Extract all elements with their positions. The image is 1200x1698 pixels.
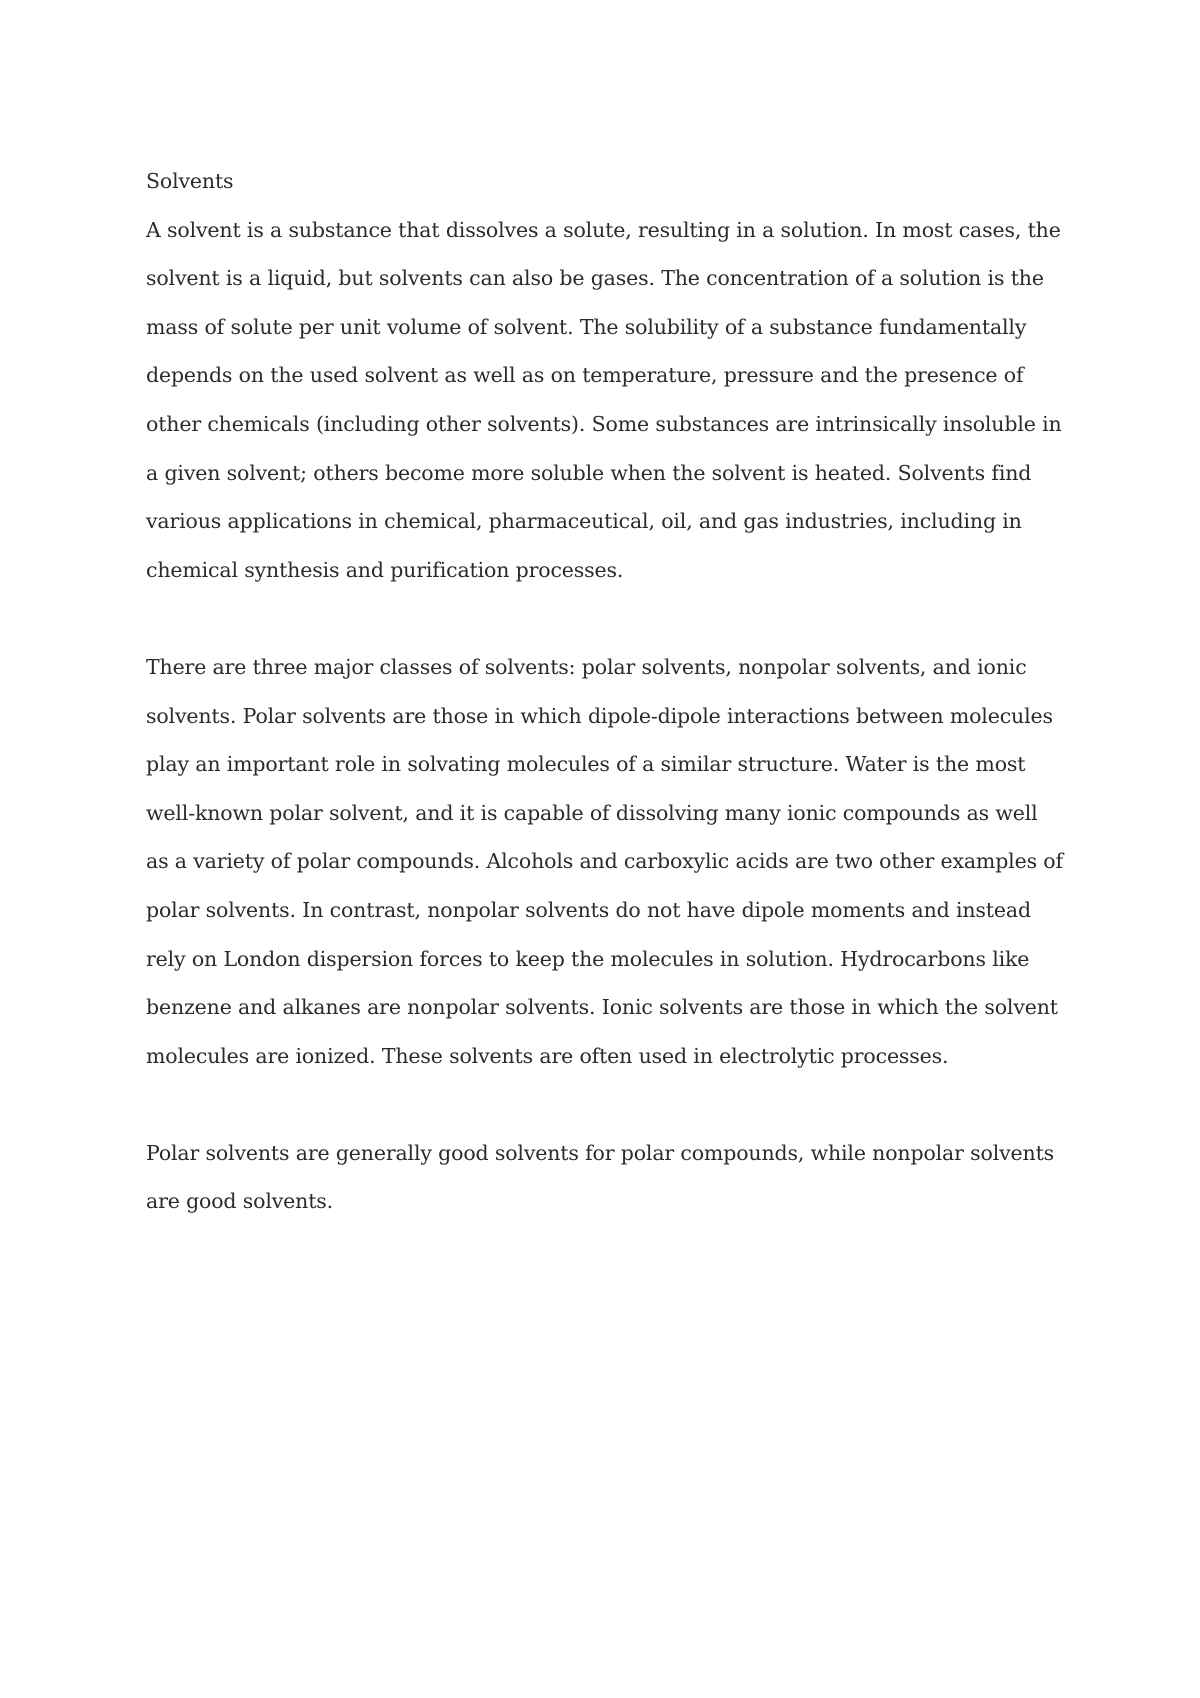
document-body: [146, 157, 1066, 1226]
paragraph-classes: There are three major classes of solvents: polar solvents, nonpolar solvents, and ionic solvents. Polar solvents are those in which dipole-dipole interactions between molecules play an important role in solvating molecules of a similar structure. Water is the most well-known polar solvent, and it is capable of dissolving many ionic compounds as well as a variety of polar compounds. Alcohols and carboxylic acids are two other examples of polar solvents. In contrast, nonpolar solvents do not have dipole moments and instead rely on London dispersion forces to keep the molecules in solution. Hydrocarbons like benzene and alkanes are nonpolar solvents. Ionic solvents are those in which the solvent molecules are ionized. These solvents are often used in electrolytic processes.: [146, 654, 1063, 1068]
paragraph-definition: A solvent is a substance that dissolves a solute, resulting in a solution. In most cases, the solvent is a liquid, but solvents can also be gases. The concentration of a solution is the mass of solute per unit volume of solvent. The solubility of a substance fundamentally depends on the used solvent as well as on temperature, pressure and the presence of other chemicals (including other solvents). Some substances are intrinsically insoluble in a given solvent; others become more soluble when the solvent is heated. Solvents find various applications in chemical, pharmaceutical, oil, and gas industries, including in chemical synthesis and purification processes.: [146, 217, 1062, 582]
paragraph-summary: Polar solvents are generally good solvents for polar compounds, while nonpolar solvents are good solvents.: [146, 1140, 1055, 1214]
document-title: Solvents: [146, 169, 234, 193]
